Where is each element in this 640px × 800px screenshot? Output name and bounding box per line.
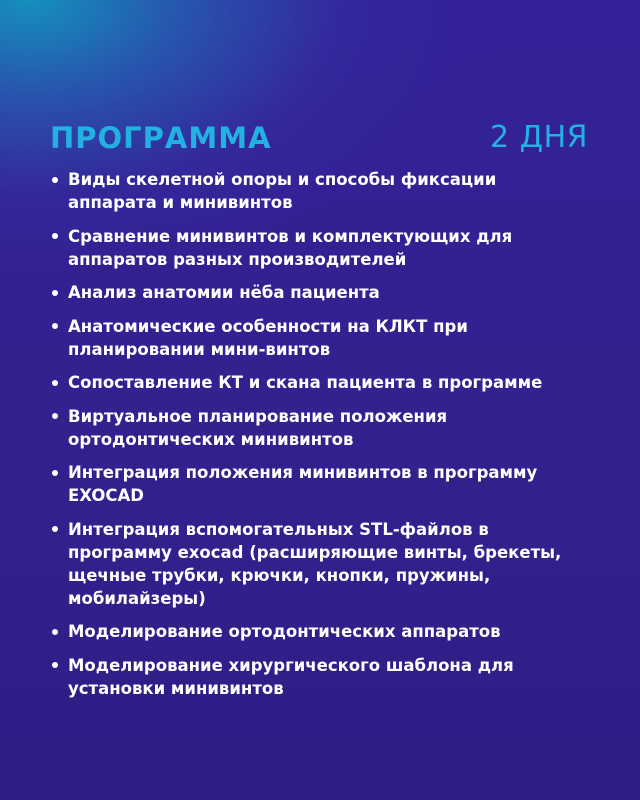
program-item-text: Интеграция вспомогательных STL-файлов в программу exocad (расширяющие винты, брекеты, щечные трубки, крючки, кнопки, пружины, мобилайзеры) [68,519,562,608]
bullet-icon [52,177,58,183]
program-item-text: Сравнение минивинтов и комплектующих для аппаратов разных производителей [68,226,513,269]
program-duration: 2 ДНЯ [490,120,588,155]
program-item [50,620,590,643]
bullet-icon [52,290,58,296]
bullet-icon [52,323,58,329]
program-item [50,371,590,394]
program-item-text: Виды скелетной опоры и способы фиксации аппарата и минивинтов [68,170,497,212]
bullet-icon [52,380,58,386]
bullet-icon [52,526,58,532]
bullet-icon [52,662,58,668]
program-item [50,315,590,361]
program-list [50,168,590,710]
program-item [50,654,590,700]
program-item [50,461,590,507]
program-item-text: Моделирование ортодонтических аппаратов [68,622,501,641]
program-item-text: Анатомические особенности на КЛКТ при планировании мини-винтов [68,316,468,359]
program-item [50,405,590,451]
program-item-text: Виртуальное планирование положения ортодонтических минивинтов [68,406,448,449]
program-item-text: Анализ анатомии нёба пациента [68,283,380,302]
program-item-text: Моделирование хирургического шаблона для установки минивинтов [68,655,514,698]
bullet-icon [52,629,58,635]
bullet-icon [52,470,58,476]
program-item [50,225,590,271]
program-item [50,518,590,610]
program-item-text: Интеграция положения минивинтов в программу EXOCAD [68,463,538,505]
program-item [50,281,590,304]
program-item [50,168,590,214]
program-header [50,118,590,162]
program-title: ПРОГРАММА [50,121,272,155]
bullet-icon [52,233,58,239]
program-item-text: Сопоставление КТ и скана пациента в программе [68,373,543,392]
bullet-icon [52,413,58,419]
